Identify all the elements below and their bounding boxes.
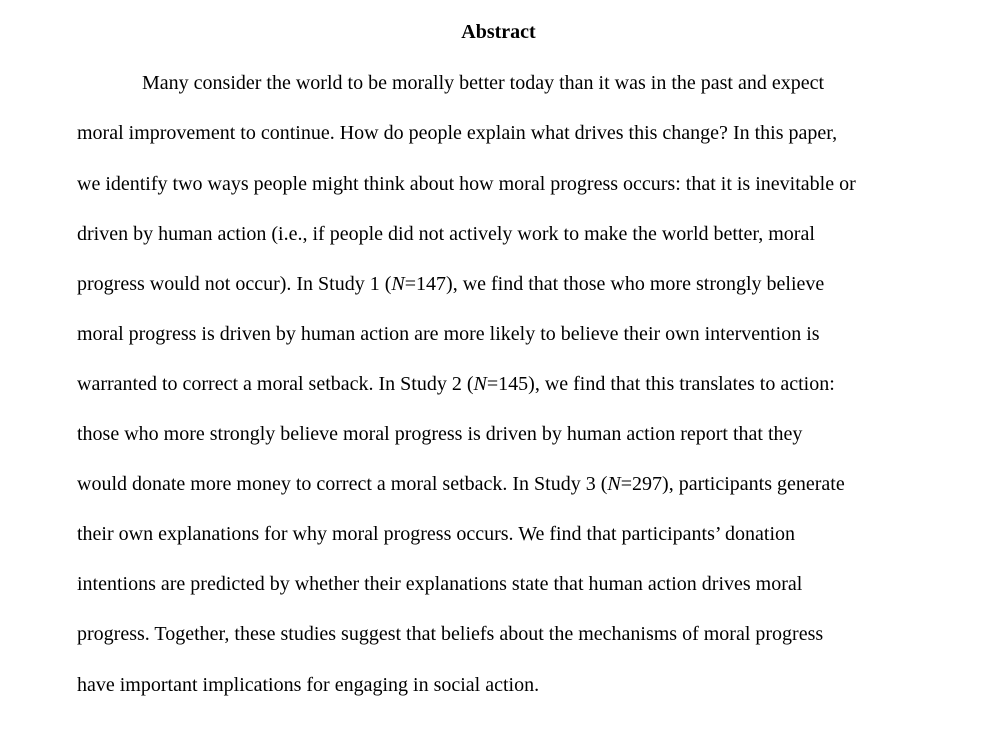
abstract-line-5: progress would not occur). In Study 1 (N=147), we find that those who more strongly believe	[77, 273, 825, 295]
abstract-line-12: progress. Together, these studies suggest that beliefs about the mechanisms of moral progress	[77, 623, 824, 645]
abstract-heading: Abstract	[461, 21, 536, 43]
abstract-line-11: intentions are predicted by whether their explanations state that human action drives moral	[77, 573, 803, 595]
abstract-line-2: moral improvement to continue. How do people explain what drives this change? In this paper,	[77, 122, 838, 144]
abstract-line-4: driven by human action (i.e., if people did not actively work to make the world better, moral	[77, 223, 815, 245]
abstract-line-10: their own explanations for why moral progress occurs. We find that participants’ donation	[77, 523, 796, 545]
abstract-line-3: we identify two ways people might think about how moral progress occurs: that it is inevitable or	[77, 173, 856, 195]
abstract-line-8: those who more strongly believe moral progress is driven by human action report that they	[77, 423, 803, 445]
abstract-line-6: moral progress is driven by human action are more likely to believe their own intervention is	[77, 323, 820, 345]
abstract-line-9: would donate more money to correct a moral setback. In Study 3 (N=297), participants generate	[77, 473, 845, 495]
abstract-line-7: warranted to correct a moral setback. In Study 2 (N=145), we find that this translates to action:	[77, 373, 835, 395]
abstract-line-1: Many consider the world to be morally better today than it was in the past and expect	[142, 72, 825, 94]
abstract-line-13: have important implications for engaging in social action.	[77, 674, 540, 696]
